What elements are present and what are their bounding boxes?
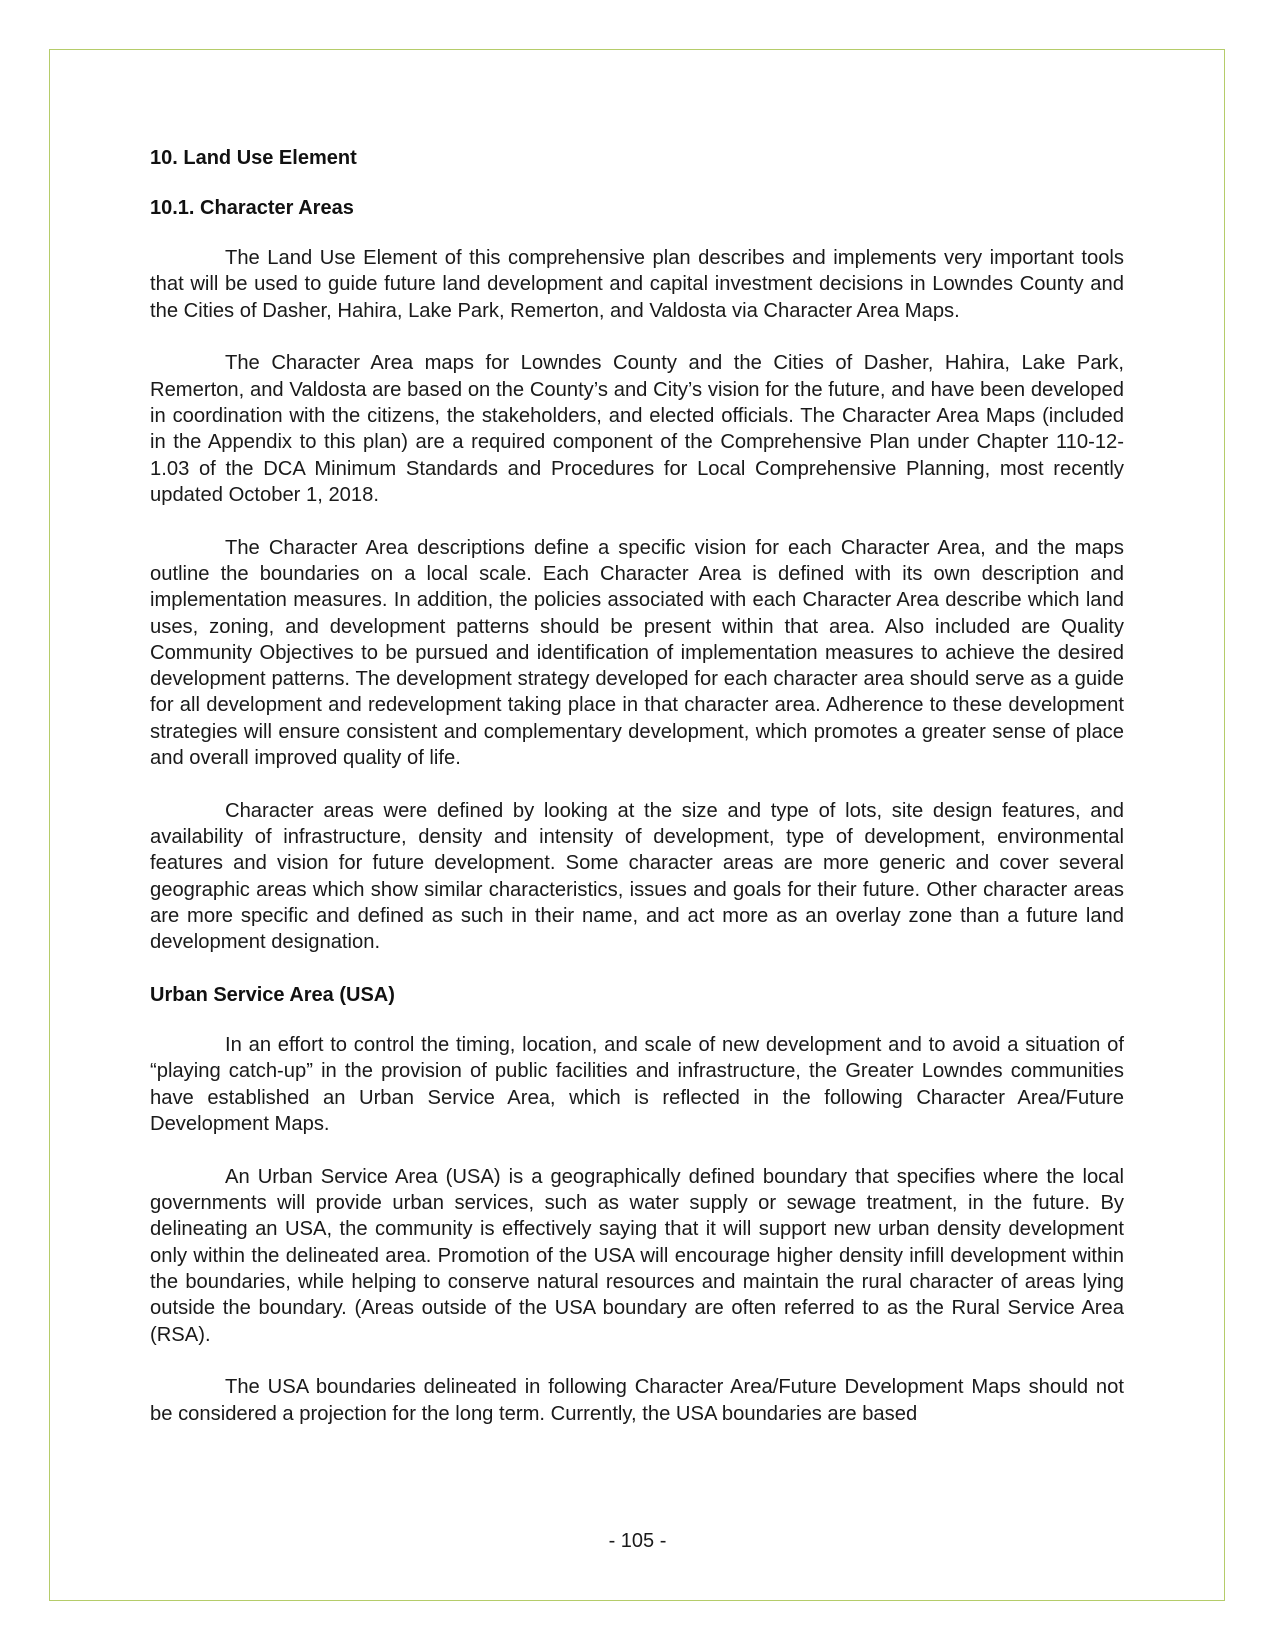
paragraph: The USA boundaries delineated in following Character Area/Future Development Maps should not be considered a projection for the long term. Currently, the USA boundaries are based bbox=[150, 1376, 1124, 1425]
paragraph: An Urban Service Area (USA) is a geographically defined boundary that specifies where the local governments will provide urban services, such as water supply or sewage treatment, in the future. By delineating an USA, the community is effectively saying that it will support new urban density development only within the delineated area. Promotion of the USA will encourage higher density infill development within the boundaries, while helping to conserve natural resources and maintain the rural character of areas lying outside the boundary. (Areas outside of the USA boundary are often referred to as the Rural Service Area (RSA). bbox=[150, 1165, 1124, 1346]
paragraph: In an effort to control the timing, location, and scale of new development and to avoid a situation of “playing catch-up” in the provision of public facilities and infrastructure, the Greater Lowndes communities have established an Urban Service Area, which is reflected in the following Character Area/Future Development Maps. bbox=[150, 1034, 1124, 1136]
subsection-heading: 10.1. Character Areas bbox=[150, 197, 354, 219]
usa-heading: Urban Service Area (USA) bbox=[150, 984, 395, 1007]
document-body bbox=[150, 145, 1124, 1453]
paragraph: Character areas were defined by looking at the size and type of lots, site design features, and availability of infrastructure, density and intensity of development, type of development, environmental features and vision for future development. Some character areas are more generic and cover several geographic areas which show similar characteristics, issues and goals for their future. Other character areas are more specific and defined as such in their name, and act more as an overlay zone than a future land development designation. bbox=[150, 799, 1124, 954]
paragraph: The Character Area maps for Lowndes County and the Cities of Dasher, Hahira, Lake Park, Remerton, and Valdosta are based on the County’s and City’s vision for the future, and have been developed in coordination with the citizens, the stakeholders, and elected officials. The Character Area Maps (included in the Appendix to this plan) are a required component of the Comprehensive Plan under Chapter 110-12-1.03 of the DCA Minimum Standards and Procedures for Local Comprehensive Planning, most recently updated October 1, 2018. bbox=[150, 352, 1124, 506]
paragraph: The Land Use Element of this comprehensive plan describes and implements very important tools that will be used to guide future land development and capital investment decisions in Lowndes County and the Cities of Dasher, Hahira, Lake Park, Remerton, and Valdosta via Character Area Maps. bbox=[150, 247, 1124, 322]
paragraph: The Character Area descriptions define a specific vision for each Character Area, and the maps outline the boundaries on a local scale. Each Character Area is defined with its own description and implementation measures. In addition, the policies associated with each Character Area describe which land uses, zoning, and development patterns should be present within that area. Also included are Quality Community Objectives to be pursued and identification of implementation measures to achieve the desired development patterns. The development strategy developed for each character area should serve as a guide for all development and redevelopment taking place in that character area. Adherence to these development strategies will ensure consistent and complementary development, which promotes a greater sense of place and overall improved quality of life. bbox=[150, 536, 1124, 770]
section-heading: 10. Land Use Element bbox=[150, 147, 357, 169]
page-number: - 105 - bbox=[608, 1530, 667, 1552]
